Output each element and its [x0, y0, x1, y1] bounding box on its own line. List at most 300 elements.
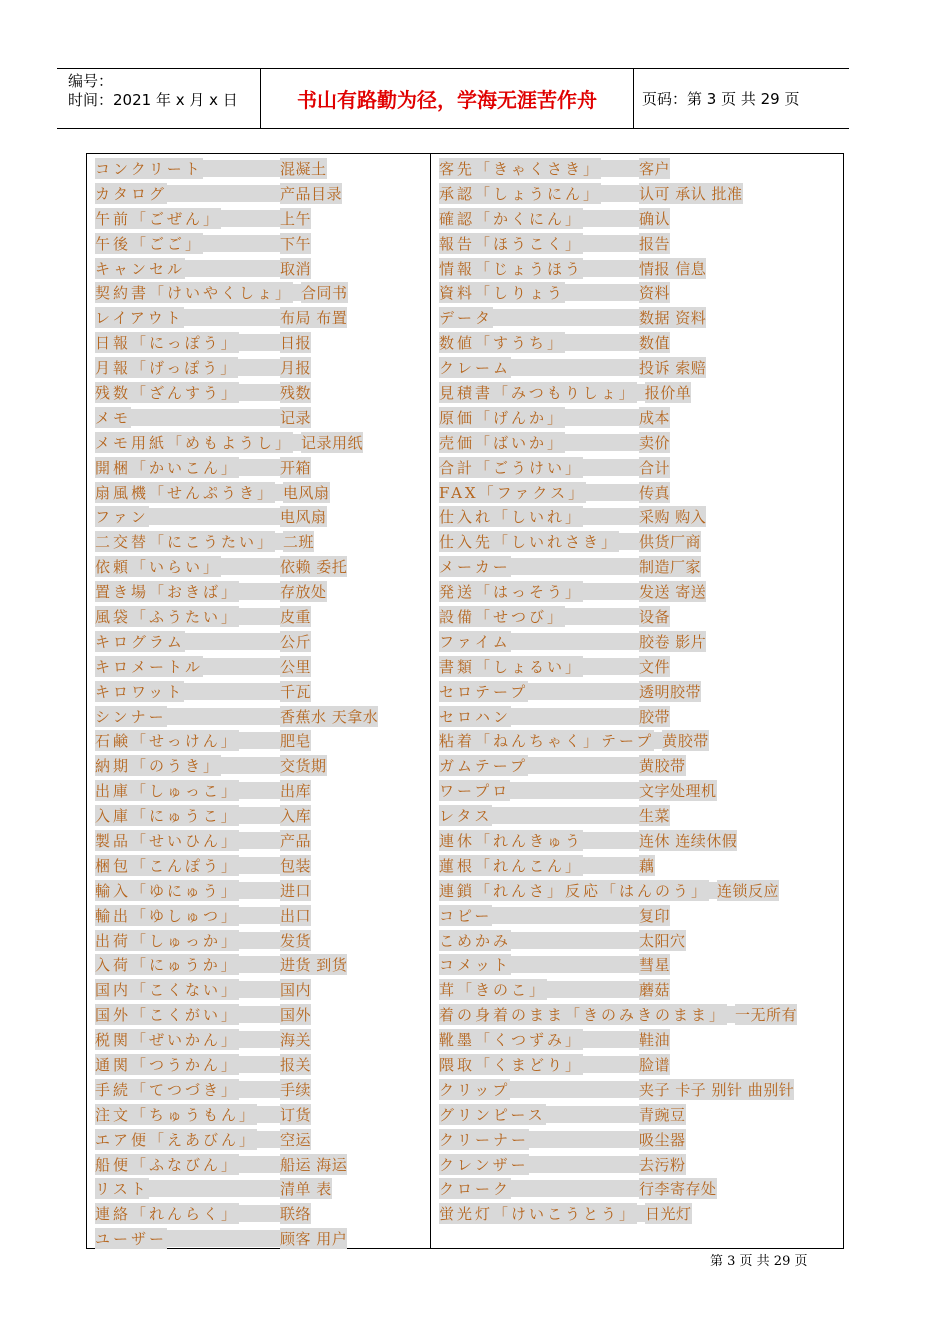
vocab-chinese: 行李寄存处 [639, 1180, 717, 1199]
vocab-highlight-gap [239, 1056, 280, 1073]
vocab-row [439, 256, 839, 281]
vocab-chinese: 黄胶带 [639, 757, 686, 776]
vocab-chinese: 产品 [280, 831, 312, 850]
vocab-row [439, 480, 839, 505]
vocab-row [439, 280, 839, 305]
vocab-chinese: 进口 [280, 881, 312, 900]
vocab-highlight-gap [239, 334, 280, 351]
vocab-highlight-gap [709, 882, 717, 899]
vocab-highlight-gap [510, 782, 639, 799]
vocab-highlight-gap [565, 334, 639, 351]
vocab-highlight-gap [583, 857, 639, 874]
vocab-chinese: 电风扇 [283, 483, 330, 502]
vocab-chinese: 国外 [280, 1006, 312, 1025]
vocab-highlight-gap [221, 558, 280, 575]
vocab-chinese: 空运 [280, 1130, 312, 1149]
vocab-highlight-gap [511, 708, 639, 725]
vocab-highlight-gap [511, 932, 639, 949]
vocab-chinese: 船运 海运 [280, 1155, 348, 1174]
vocab-japanese: 入庫「にゅうこ」 [95, 807, 239, 826]
vocab-highlight-gap [547, 981, 639, 998]
vocab-highlight-gap [184, 309, 280, 326]
vocab-row [439, 231, 839, 256]
vocab-chinese: 取消 [280, 259, 312, 278]
vocab-row [95, 1177, 425, 1202]
vocab-highlight-gap [239, 1031, 280, 1048]
vocab-chinese: 混凝土 [280, 159, 327, 178]
vocab-japanese: 仕入れ「しいれ」 [439, 508, 584, 527]
vocab-japanese: 石鹸「せっけん」 [95, 732, 239, 751]
vocab-japanese: 蛍光灯「けいこうとう」 [439, 1205, 638, 1224]
vocab-row [95, 828, 425, 853]
vocab-japanese: データ [439, 309, 494, 328]
vocab-highlight-gap [293, 434, 301, 451]
vocab-japanese: 出庫「しゅっこ」 [95, 782, 240, 801]
vocab-row [439, 828, 839, 853]
vocab-row [439, 654, 839, 679]
vocab-row [439, 778, 839, 803]
vocab-chinese: 日报 [280, 334, 312, 353]
vocab-chinese: 认可 承认 批准 [639, 184, 743, 203]
vocab-japanese: 国外「こくがい」 [95, 1006, 240, 1025]
vocab-row [95, 679, 425, 704]
vocab-highlight-gap [511, 359, 639, 376]
vocab-highlight-gap [565, 608, 639, 625]
vocab-row [95, 604, 425, 629]
vocab-row [439, 903, 839, 928]
vocab-column-right [439, 156, 839, 1226]
vocab-highlight-gap [619, 533, 639, 550]
vocab-highlight-gap [583, 459, 639, 476]
vocab-chinese: 制造厂家 [639, 558, 702, 577]
vocab-japanese: 扇風機「せんぷうき」 [95, 483, 276, 502]
vocab-japanese: 契約書「けいやくしょ」 [95, 284, 294, 303]
vocab-row [439, 1201, 839, 1226]
vocab-row [95, 280, 425, 305]
vocab-japanese: ユーザー [95, 1230, 168, 1249]
vocab-highlight-gap [239, 832, 280, 849]
vocab-chinese: 月报 [280, 359, 312, 378]
vocab-chinese: 脸谱 [639, 1056, 671, 1074]
vocab-chinese: 去污粉 [639, 1155, 686, 1174]
vocab-chinese: 合同书 [301, 284, 348, 303]
vocab-row [95, 156, 425, 181]
vocab-chinese: 发货 [280, 931, 312, 950]
vocab-chinese: 数值 [639, 334, 671, 353]
vocab-chinese: 订货 [280, 1105, 312, 1124]
vocab-row [439, 579, 839, 604]
vocab-highlight-gap [583, 1031, 639, 1048]
vocab-japanese: リスト [95, 1180, 149, 1199]
vocab-highlight-gap [583, 832, 639, 849]
vocab-row [439, 928, 839, 953]
vocab-highlight-gap [583, 210, 639, 227]
vocab-highlight-gap [239, 583, 280, 600]
vocab-row [439, 728, 839, 753]
vocab-row [439, 953, 839, 978]
vocab-japanese: 出荷「しゅっか」 [95, 931, 240, 950]
vocab-japanese: 隈取「くまどり」 [439, 1056, 584, 1074]
vocab-japanese: シンナー [95, 707, 167, 726]
vocab-chinese: 青豌豆 [639, 1105, 686, 1124]
vocab-highlight-gap [546, 1106, 639, 1123]
vocab-row [95, 1077, 425, 1102]
vocab-highlight-gap [167, 1230, 280, 1247]
vocab-chinese: 太阳穴 [639, 931, 686, 950]
vocab-japanese: メモ [95, 408, 132, 427]
vocab-chinese: 吸尘器 [639, 1130, 686, 1149]
vocab-highlight-gap [565, 284, 639, 301]
vocab-highlight-gap [238, 359, 280, 376]
vocab-highlight-gap [275, 533, 283, 550]
vocab-chinese: 入库 [280, 807, 312, 826]
vocab-chinese: 鞋油 [639, 1031, 671, 1050]
vocab-row [95, 1152, 425, 1177]
vocab-highlight-gap [275, 484, 283, 501]
vocab-chinese: 香蕉水 天拿水 [280, 707, 379, 726]
vocab-chinese: 包装 [280, 856, 312, 875]
vocab-chinese: 胶带 [639, 707, 671, 726]
vocab-chinese: 文件 [639, 657, 671, 676]
vocab-japanese: 着の身着のまま「きのみきのまま」 [439, 1006, 728, 1025]
vocab-japanese: クローク [439, 1180, 512, 1199]
vocab-japanese: メーカー [439, 558, 511, 577]
vocab-highlight-gap [637, 1205, 645, 1222]
vocab-row [95, 803, 425, 828]
vocab-chinese: 一无所有 [735, 1006, 798, 1025]
vocab-row [95, 903, 425, 928]
vocab-highlight-gap [239, 1006, 280, 1023]
vocab-chinese: 确认 [639, 209, 671, 228]
vocab-row [439, 753, 839, 778]
vocab-chinese: 布局 布置 [280, 309, 348, 328]
vocab-row [439, 405, 839, 430]
vocab-row [95, 455, 425, 480]
vocab-column-left [95, 156, 425, 1251]
vocab-chinese: 出口 [280, 906, 312, 925]
vocab-japanese: グリンピース [439, 1105, 546, 1124]
vocab-japanese: 開梱「かいこん」 [95, 458, 240, 477]
vocab-highlight-gap [583, 260, 639, 277]
vocab-japanese: 国内「こくない」 [95, 981, 240, 1000]
vocab-chinese: 公里 [280, 657, 312, 676]
vocab-japanese: 税関「ぜいかん」 [95, 1031, 240, 1050]
vocab-chinese: 报价单 [644, 383, 692, 402]
vocab-row [439, 1102, 839, 1127]
number-label: 编号： [68, 72, 114, 90]
vocab-highlight-gap [167, 708, 280, 725]
vocab-japanese: 製品「せいひん」 [95, 831, 240, 850]
vocab-japanese: クリップ [439, 1080, 511, 1099]
vocab-japanese: 依頼「いらい」 [95, 558, 222, 577]
vocab-row [439, 1052, 839, 1077]
vocab-highlight-gap [239, 882, 280, 899]
vocab-highlight-gap [239, 1081, 280, 1098]
vocab-chinese: 客户 [639, 159, 671, 178]
vocab-highlight-gap [583, 583, 639, 600]
header-page-label: 页码：第 3 页 共 29 页 [642, 90, 800, 108]
vocab-chinese: 连锁反应 [717, 881, 780, 900]
vocab-row [439, 181, 839, 206]
vocab-row [95, 1102, 425, 1127]
vocab-japanese: ファン [95, 508, 149, 527]
vocab-highlight-gap [239, 384, 280, 401]
vocab-chinese: 生菜 [639, 807, 671, 826]
vocab-chinese: 国内 [280, 981, 312, 1000]
vocab-highlight-gap [149, 1180, 280, 1197]
vocab-japanese: 月報「げっぽう」 [95, 359, 239, 378]
vocab-highlight-gap [221, 210, 280, 227]
vocab-row [95, 405, 425, 430]
vocab-highlight-gap [239, 732, 280, 749]
vocab-highlight-gap [511, 558, 639, 575]
vocab-japanese: 数値「すうち」 [439, 334, 566, 353]
vocab-highlight-gap [583, 235, 639, 252]
vocab-row [439, 604, 839, 629]
vocab-row [95, 305, 425, 330]
vocab-row [95, 928, 425, 953]
vocab-chinese: 设备 [639, 607, 671, 626]
vocab-row [439, 504, 839, 529]
vocab-japanese: レタス [439, 807, 493, 826]
vocab-highlight-gap [239, 857, 280, 874]
vocab-highlight-gap [528, 683, 639, 700]
vocab-japanese: FAX「ファクス」 [439, 483, 587, 502]
vocab-japanese: 資料「しりょう [439, 284, 566, 303]
vocab-japanese: 輸出「ゆしゅつ」 [95, 906, 240, 925]
vocab-highlight-gap [586, 484, 639, 501]
vocab-highlight-gap [149, 508, 280, 525]
vocab-japanese: 風袋「ふうたい」 [95, 607, 240, 626]
vocab-highlight-gap [131, 409, 280, 426]
vocab-row [95, 778, 425, 803]
vocab-row [439, 1152, 839, 1177]
vocab-chinese: 海关 [280, 1031, 312, 1050]
vocab-highlight-gap [583, 1056, 639, 1073]
vocab-chinese: 藕 [639, 856, 655, 875]
vocab-japanese: 売価「ばいか」 [439, 433, 566, 452]
vocab-chinese: 皮重 [280, 607, 312, 626]
vocab-chinese: 成本 [639, 408, 671, 427]
vocab-row [439, 1077, 839, 1102]
vocab-row [95, 554, 425, 579]
vocab-row [439, 156, 839, 181]
vocab-japanese: 通関「つうかん」 [95, 1056, 240, 1074]
vocab-highlight-gap [203, 235, 280, 252]
vocab-japanese: 客先「きゃくさき」 [439, 159, 602, 178]
vocab-highlight-gap [510, 1081, 639, 1098]
header-motto: 书山有路勤为径，学海无涯苦作舟 [297, 88, 597, 112]
vocab-highlight-gap [239, 956, 280, 973]
vocab-highlight-gap [529, 1156, 639, 1173]
vocab-chinese: 进货 到货 [280, 956, 348, 975]
vocab-japanese: 仕入先「しいれさき」 [439, 533, 620, 552]
vocab-chinese: 电风扇 [280, 508, 327, 527]
vocab-chinese: 记录 [280, 408, 312, 427]
vocab-highlight-gap [511, 956, 639, 973]
vocab-japanese: レイアウト [95, 309, 184, 328]
vocab-row [95, 181, 425, 206]
vocab-chinese: 上午 [280, 209, 312, 228]
vocab-highlight-gap [601, 160, 639, 177]
vocab-japanese: 連絡「れんらく」 [95, 1205, 240, 1224]
vocab-highlight-gap [239, 1205, 280, 1222]
vocab-highlight-gap [239, 807, 280, 824]
vocab-chinese: 文字处理机 [639, 782, 717, 801]
vocab-highlight-gap [203, 160, 280, 177]
header-divider-right [633, 68, 634, 128]
vocab-chinese: 报关 [280, 1056, 312, 1074]
vocab-chinese: 发送 寄送 [639, 583, 707, 602]
vocab-chinese: 二班 [283, 533, 315, 552]
vocab-row [95, 853, 425, 878]
vocab-japanese: セロハン [439, 707, 512, 726]
vocab-japanese: 船便「ふなびん」 [95, 1155, 240, 1174]
vocab-highlight-gap [239, 932, 280, 949]
vocab-row [439, 330, 839, 355]
vocab-japanese: 手続「てつづき」 [95, 1080, 240, 1099]
vocab-japanese: 連鎖「れんさ」反応「はんのう」 [439, 881, 710, 900]
vocab-highlight-gap [528, 757, 639, 774]
vocab-row [95, 430, 425, 455]
vocab-japanese: 連休「れんきゅう [439, 831, 584, 850]
vocab-highlight-gap [654, 732, 662, 749]
vocab-highlight-gap [492, 807, 639, 824]
vocab-japanese: カタログ [95, 184, 168, 203]
vocab-row [95, 330, 425, 355]
vocab-row [439, 1002, 839, 1027]
vocab-highlight-gap [511, 1180, 639, 1197]
vocab-japanese: コピー [439, 906, 493, 925]
vocab-highlight-gap [565, 434, 639, 451]
vocab-highlight-gap [185, 260, 280, 277]
vocab-row [95, 728, 425, 753]
vocab-highlight-gap [583, 508, 639, 525]
vocab-japanese: 茸「きのこ」 [439, 981, 548, 1000]
vocab-japanese: キログラム [95, 632, 185, 651]
vocab-row [439, 554, 839, 579]
vocab-chinese: 蘑菇 [639, 981, 671, 1000]
header-meta [68, 72, 238, 110]
vocab-highlight-gap [637, 384, 645, 401]
vocab-chinese: 卖价 [639, 433, 671, 452]
vocab-japanese: キャンセル [95, 259, 186, 278]
vocab-chinese: 交货期 [280, 757, 327, 776]
vocab-chinese: 复印 [639, 906, 671, 925]
vocab-row [439, 355, 839, 380]
vocab-highlight-gap [239, 782, 280, 799]
vocab-japanese: エア便「えあびん」 [95, 1130, 258, 1149]
vocab-row [95, 878, 425, 903]
header-bottom-rule [57, 128, 849, 129]
vocab-row [95, 529, 425, 554]
vocab-row [95, 579, 425, 604]
vocab-japanese: 見積書「みつもりしょ」 [439, 383, 637, 402]
vocab-chinese: 依赖 委托 [280, 558, 348, 577]
vocab-japanese: 設備「せつび」 [439, 607, 566, 626]
vocab-japanese: クレーム [439, 359, 512, 378]
vocab-row [95, 380, 425, 405]
vocab-highlight-gap [583, 658, 639, 675]
vocab-chinese: 投诉 索赔 [639, 359, 707, 378]
vocab-chinese: 开箱 [280, 458, 312, 477]
vocab-row [439, 206, 839, 231]
vocab-highlight-gap [511, 633, 639, 650]
vocab-highlight-gap [529, 1131, 639, 1148]
vocab-japanese: 原価「げんか」 [439, 408, 566, 427]
vocab-japanese: 合計「ごうけい」 [439, 458, 584, 477]
vocab-japanese: 置き場「おきば」 [95, 583, 240, 602]
vocab-highlight-gap [221, 757, 280, 774]
vocab-chinese: 产品目录 [280, 184, 343, 203]
vocab-row [95, 654, 425, 679]
vocab-japanese: 入荷「にゅうか」 [95, 956, 239, 975]
vocab-chinese: 手续 [280, 1080, 312, 1099]
vocab-japanese: 書類「しょるい」 [439, 657, 584, 676]
vocab-japanese: クレンザー [439, 1155, 529, 1174]
vocab-japanese: 発送「はっそう」 [439, 583, 584, 602]
vocab-chinese: 清单 表 [280, 1180, 332, 1199]
vocab-japanese: 輸入「ゆにゅう」 [95, 881, 239, 900]
vocab-japanese: クリーナー [439, 1130, 530, 1149]
vocab-japanese: 確認「かくにん」 [439, 209, 584, 228]
vocab-highlight-gap [185, 633, 280, 650]
vocab-row [95, 504, 425, 529]
vocab-highlight-gap [601, 185, 639, 202]
vocab-chinese: 日光灯 [645, 1205, 692, 1224]
vocab-row [95, 231, 425, 256]
vocab-row [439, 679, 839, 704]
vocab-row [439, 430, 839, 455]
vocab-chinese: 合计 [639, 458, 671, 477]
vocab-chinese: 黄胶带 [662, 732, 709, 751]
vocab-row [95, 256, 425, 281]
vocab-row [95, 977, 425, 1002]
vocab-chinese: 公斤 [280, 632, 312, 651]
vocab-chinese: 出库 [280, 782, 312, 801]
vocab-japanese: 二交替「にこうたい」 [95, 533, 276, 552]
vocab-chinese: 情报 信息 [639, 259, 707, 278]
vocab-chinese: 彗星 [639, 956, 671, 975]
vocab-row [95, 206, 425, 231]
vocab-row [439, 1127, 839, 1152]
vocab-row [439, 1027, 839, 1052]
vocab-highlight-gap [257, 1106, 280, 1123]
vocab-chinese: 数据 资料 [639, 309, 707, 328]
vocab-row [95, 953, 425, 978]
vocab-japanese: 蓮根「れんこん」 [439, 856, 584, 875]
vocab-row [95, 753, 425, 778]
vocab-row [95, 1052, 425, 1077]
vocab-row [95, 1002, 425, 1027]
vocab-chinese: 千瓦 [280, 682, 312, 701]
vocab-row [439, 629, 839, 654]
vocab-chinese: 记录用纸 [301, 433, 364, 452]
vocab-row [439, 380, 839, 405]
vocab-japanese: 午前「ごぜん」 [95, 209, 222, 228]
vocab-japanese: 承認「しょうにん」 [439, 184, 602, 203]
vocab-highlight-gap [493, 309, 639, 326]
vocab-row [95, 1127, 425, 1152]
vocab-japanese: キロメートル [95, 657, 204, 676]
vocab-chinese: 透明胶带 [639, 682, 702, 701]
vocab-japanese: 納期「のうき」 [95, 757, 222, 776]
vocab-highlight-gap [293, 284, 301, 301]
vocab-highlight-gap [727, 1006, 735, 1023]
vocab-row [439, 455, 839, 480]
vocab-highlight-gap [239, 981, 280, 998]
footer-page-label: 第 3 页 共 29 页 [710, 1254, 808, 1269]
